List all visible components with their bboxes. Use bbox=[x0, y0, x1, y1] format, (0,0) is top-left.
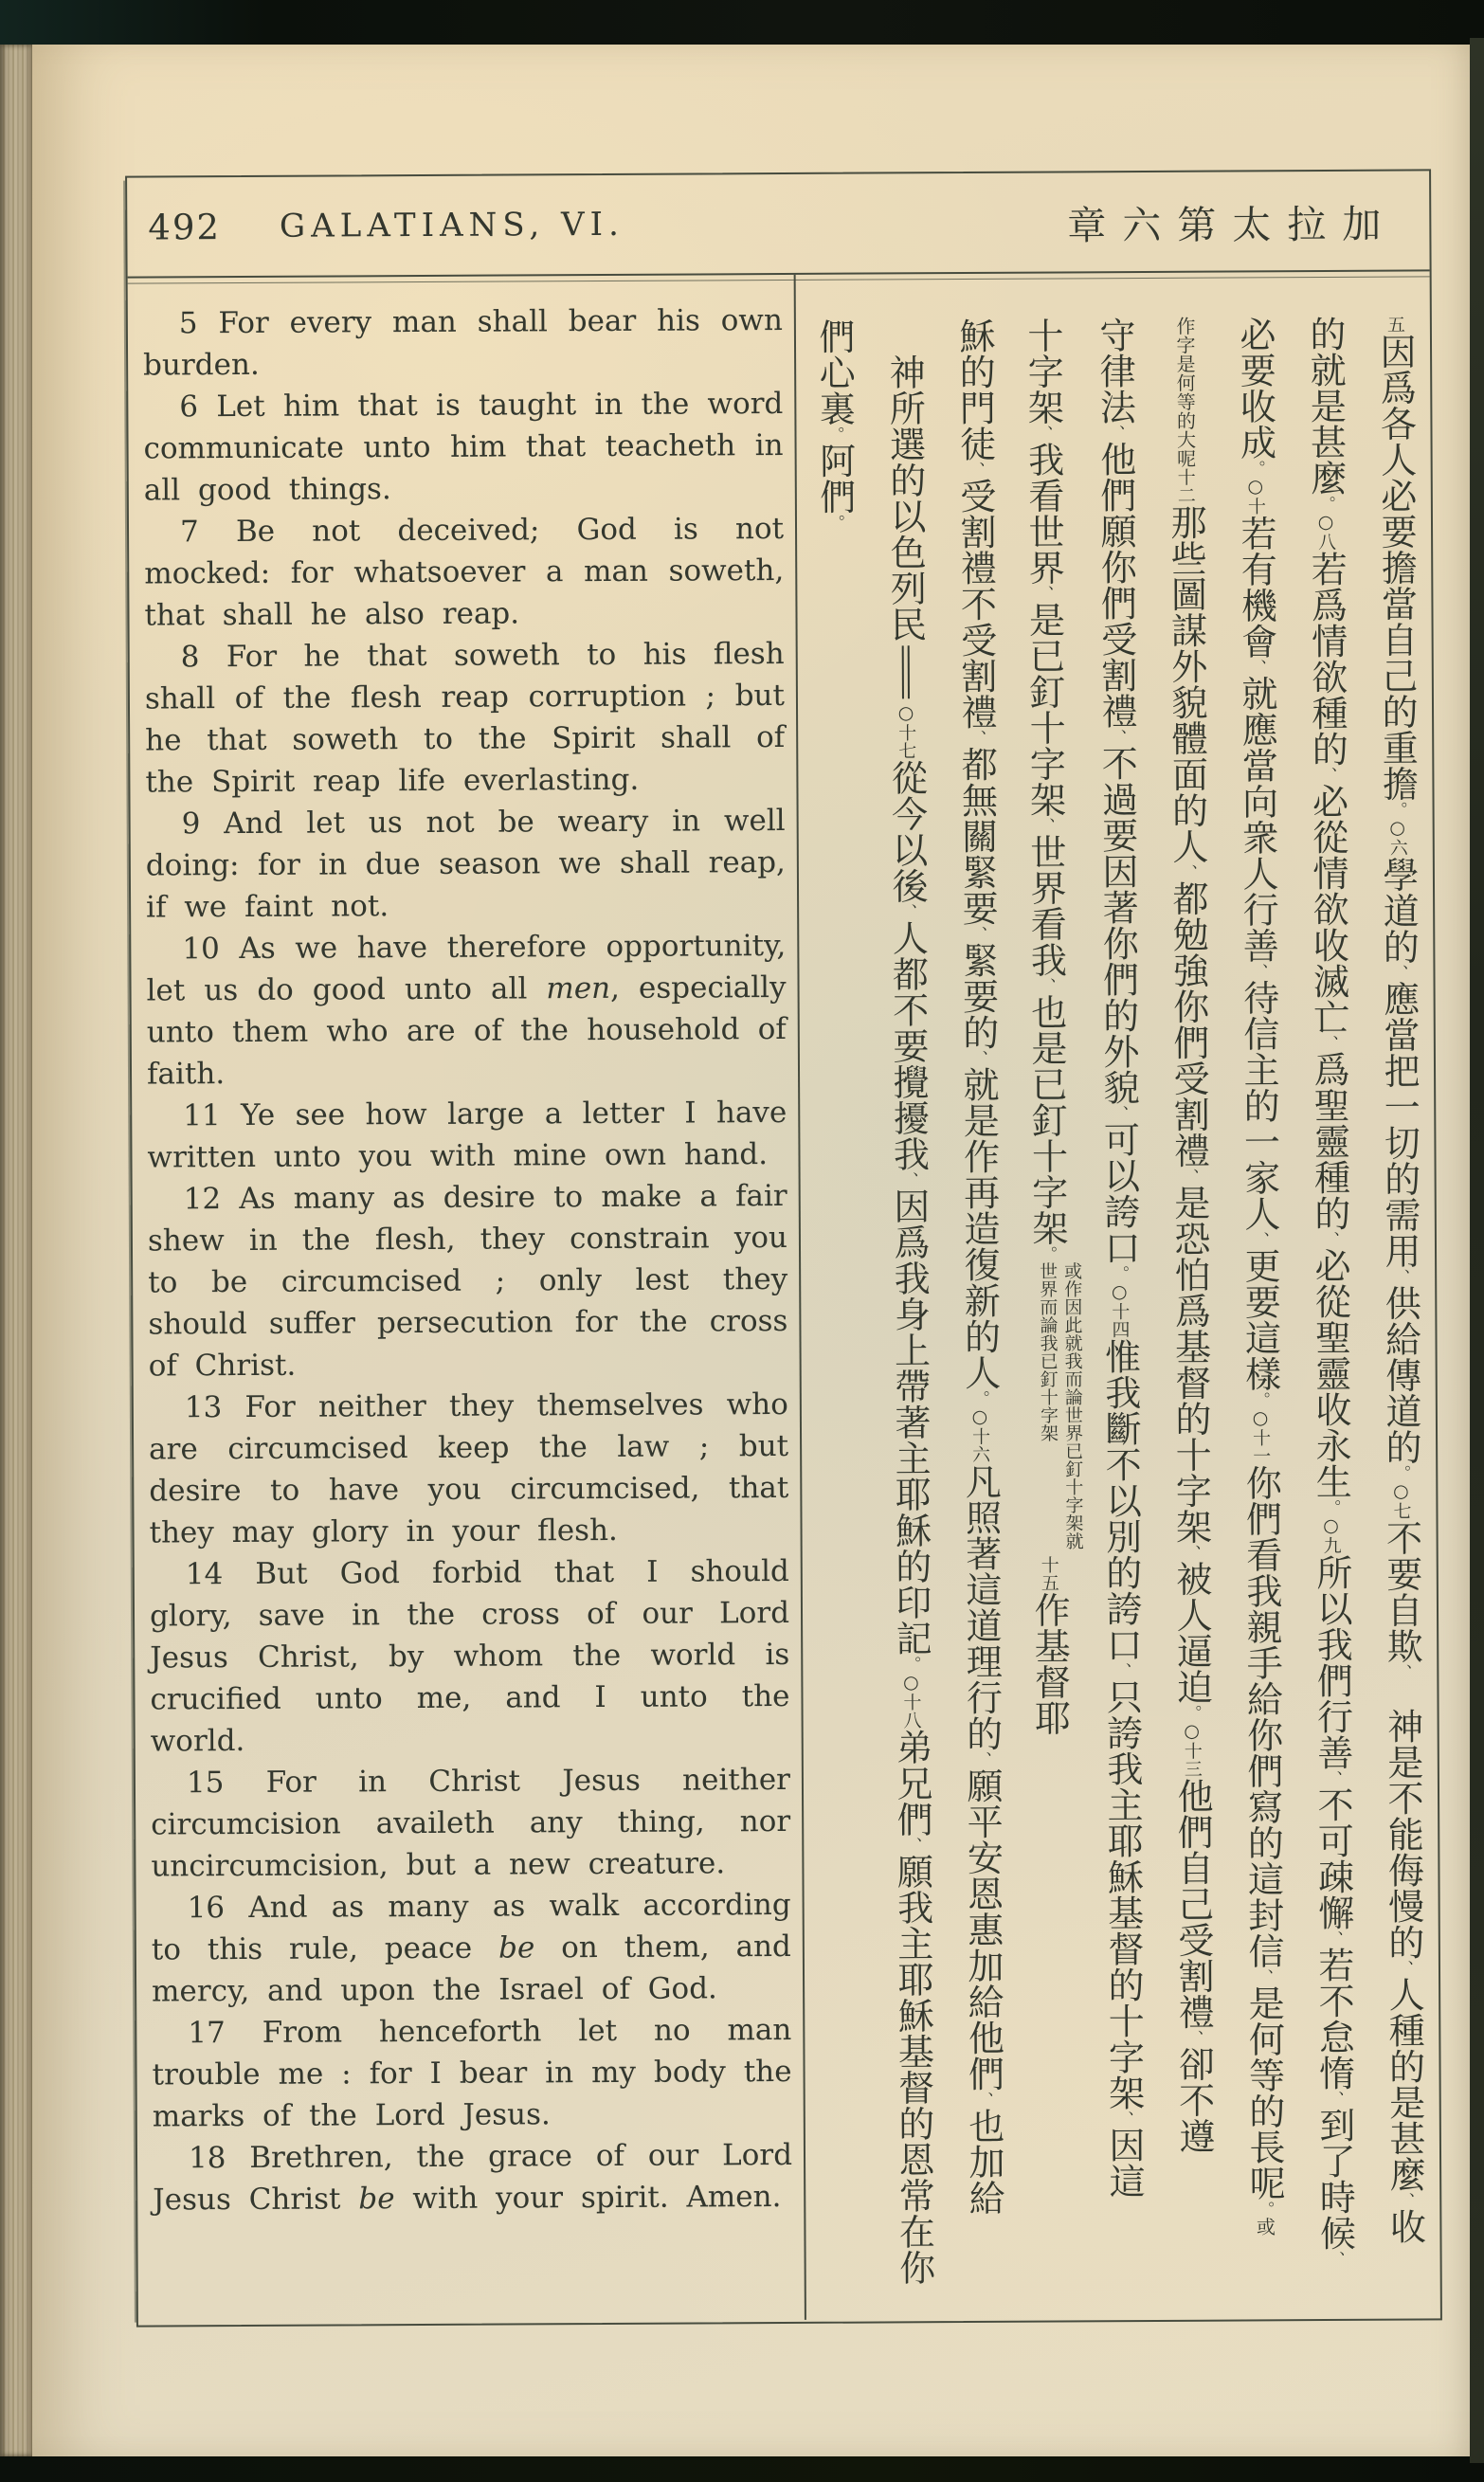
chinese-text: 那些圖謀外貌體面的人、都勉強你們受割禮、是恐怕爲基督的十字架、被人逼迫。 bbox=[1164, 503, 1213, 1721]
verse-number: 5 bbox=[178, 306, 219, 341]
verse-number: 11 bbox=[183, 1097, 242, 1133]
chinese-text: 學道的、應當把一切的需用、供給傳道的。 bbox=[1376, 856, 1422, 1481]
chinese-text: 穌的門徒、受割禮不受割禮、都無關緊要、緊要的、就是作再造復新的人。 bbox=[952, 317, 1001, 1406]
chinese-column-3 bbox=[1220, 316, 1300, 2292]
verse-13: 13 For neither they themselves who are circumcised keep the law ; but desire to have you circumcised, that they may glory in your flesh. bbox=[149, 1386, 789, 1550]
interlinear-note: 或 bbox=[1253, 2217, 1276, 2237]
verse-7: 7 Be not deceived; God is not mocked: for whatsoever a man soweth, that shall he also reap. bbox=[144, 511, 785, 633]
book-fore-edge bbox=[0, 45, 32, 2456]
scan-right-edge bbox=[1470, 38, 1484, 2463]
english-text-column bbox=[128, 275, 805, 2324]
verse-number: 13 bbox=[184, 1389, 245, 1425]
verse-marker: ○十一 bbox=[1249, 1407, 1272, 1465]
verse-15: 15 For in Christ Jesus neither circumcision availeth any thing, nor uncircumcision, but a new creature. bbox=[151, 1762, 791, 1884]
verse-5: 5 For every man shall bear his own burden. bbox=[143, 302, 783, 383]
verse-marker: ○八 bbox=[1314, 511, 1337, 552]
chinese-column-2 bbox=[1290, 316, 1370, 2292]
verse-number: 8 bbox=[180, 640, 226, 675]
chinese-text: 因爲各人必要擔當自己的重擔。 bbox=[1373, 333, 1419, 818]
chinese-text: 所以我們行善、不可疎懈、若不怠惰、到了時候、 bbox=[1310, 1553, 1356, 2268]
chinese-column-7 bbox=[939, 317, 1020, 2294]
verse-18: 18 Brethren, the grace of our Lord Jesus Christ be with your spirit. Amen. bbox=[153, 2137, 793, 2218]
chinese-text: 必要收成。 bbox=[1233, 316, 1276, 477]
verse-marker: ○十八 bbox=[900, 1672, 922, 1730]
scan-top-shadow bbox=[0, 0, 1484, 45]
chinese-text: 們心裏。阿們。 bbox=[812, 317, 856, 531]
verse-marker: ○十 bbox=[1244, 476, 1266, 516]
chinese-column-1 bbox=[1360, 315, 1440, 2292]
scan-bottom-shadow bbox=[0, 2456, 1484, 2482]
verse-17: 17 From henceforth let no man trouble me : for I bear in my body the marks of the Lord Jesus. bbox=[152, 2012, 792, 2134]
verse-marker: ○十四 bbox=[1109, 1281, 1131, 1339]
chinese-text: 你們看我親手給你們寫的這封信、是何等的長呢。 bbox=[1240, 1464, 1286, 2218]
chinese-text: 若爲情欲種的、必從情欲收滅亡、爲聖靈種的、必從聖靈收永生。 bbox=[1305, 550, 1352, 1516]
verse-number: 16 bbox=[187, 1890, 249, 1926]
chinese-column-5 bbox=[1079, 317, 1160, 2293]
verse-10: 10 As we have therefore opportunity, let us do good unto all men, especially unto them who are of the household of faith. bbox=[146, 928, 787, 1092]
chinese-text: 十字架、我看世界、是已釘十字架、世界看我、也是已釘十字架。 bbox=[1021, 317, 1068, 1262]
interlinear-note: 或作因此就我而論世界已釘十字架就世界而論我已釘十字架 bbox=[1037, 1261, 1084, 1550]
verse-number: 6 bbox=[179, 390, 217, 425]
section-divider-mark bbox=[902, 645, 910, 698]
verse-number: 14 bbox=[185, 1556, 256, 1592]
verse-marker: ○七 bbox=[1390, 1480, 1412, 1520]
chinese-text-column bbox=[796, 271, 1440, 2319]
verse-number: 15 bbox=[186, 1765, 266, 1801]
verse-14: 14 But God forbid that I should glory, save in the cross of our Lord Jesus Christ, by whom the world is crucified unto me, and I unto the world. bbox=[149, 1553, 790, 1759]
chinese-text: 守律法、他們願你們受割禮、不過要因著你們的外貌、可以誇口。 bbox=[1093, 317, 1141, 1282]
verse-number: 18 bbox=[188, 2140, 250, 2176]
page bbox=[32, 45, 1470, 2456]
verse-9: 9 And let us not be weary in well doing: for in due season we shall reap, if we faint not. bbox=[145, 803, 786, 925]
verse-number: 10 bbox=[182, 932, 240, 967]
verse-marker: 十二 bbox=[1174, 467, 1196, 504]
chinese-text: 的就是甚麼。 bbox=[1303, 315, 1347, 513]
chinese-text: 他們自己受割禮、卻不遵 bbox=[1170, 1777, 1216, 2154]
verse-8: 8 For he that soweth to his flesh shall of the flesh reap corruption ; but he that soweth to the Spirit shall of the Spirit reap life everlasting. bbox=[144, 636, 786, 800]
interlinear-note: 作字是何等的大呢 bbox=[1172, 316, 1197, 468]
verse-marker: ○六 bbox=[1386, 817, 1408, 857]
verse-6: 6 Let him that is taught in the word communicate unto him that teacheth in all good things. bbox=[143, 386, 784, 508]
verse-16: 16 And as many as walk according to this rule, peace be on them, and mercy, and upon the Israel of God. bbox=[151, 1887, 791, 2009]
verse-number: 7 bbox=[179, 515, 237, 550]
verse-marker: ○十六 bbox=[968, 1405, 991, 1463]
chinese-text: 若有機會、就應當向衆人行善、待信主的一家人、更要這樣。 bbox=[1234, 515, 1281, 1408]
verse-11: 11 Ye see how large a letter I have written unto you with mine own hand. bbox=[147, 1095, 787, 1175]
chinese-text: 惟我斷不以別的誇口、只誇我主耶穌基督的十字架、因這 bbox=[1098, 1338, 1146, 2200]
chinese-column-6 bbox=[1009, 317, 1090, 2293]
chinese-text: 從今以後、人都不要攪擾我、因爲我身上帶著主耶穌的印記。 bbox=[885, 759, 932, 1673]
chinese-title: 章六第太拉加 bbox=[1067, 201, 1398, 248]
chinese-text: 不要自欺、 神是不能侮慢的、人種的是甚麼、收 bbox=[1380, 1519, 1426, 2245]
verse-number: 9 bbox=[181, 806, 225, 842]
text-body bbox=[128, 271, 1440, 2323]
chinese-column-8 bbox=[869, 317, 950, 2294]
chinese-text: 神所選的以色列民 bbox=[883, 353, 927, 643]
page-number: 492 bbox=[148, 206, 222, 247]
verse-number: 17 bbox=[188, 2015, 262, 2051]
verse-marker: 五 bbox=[1384, 315, 1405, 334]
verse-marker: 十五 bbox=[1038, 1555, 1059, 1592]
verse-number: 12 bbox=[183, 1182, 240, 1217]
chinese-column-9 bbox=[799, 318, 879, 2295]
chinese-column-4 bbox=[1149, 317, 1230, 2293]
chinese-text: 作基督耶 bbox=[1027, 1591, 1071, 1736]
verse-marker: ○十七 bbox=[895, 702, 917, 760]
content-frame bbox=[125, 169, 1442, 2327]
verse-12: 12 As many as desire to make a fair shew in the flesh, they constrain you to be circumcised ; only lest they should suffer persecution for the cross of Christ. bbox=[147, 1178, 788, 1384]
chinese-text: 凡照著這道理行的、願平安恩惠加給他們、也加給 bbox=[959, 1462, 1005, 2217]
page-header bbox=[127, 171, 1430, 278]
verse-marker: ○十三 bbox=[1181, 1720, 1203, 1778]
verse-marker: ○九 bbox=[1320, 1514, 1342, 1555]
english-title: GALATIANS, VI. bbox=[279, 205, 624, 245]
chinese-text: 弟兄們、願我主耶穌基督的恩常在你 bbox=[890, 1729, 935, 2286]
